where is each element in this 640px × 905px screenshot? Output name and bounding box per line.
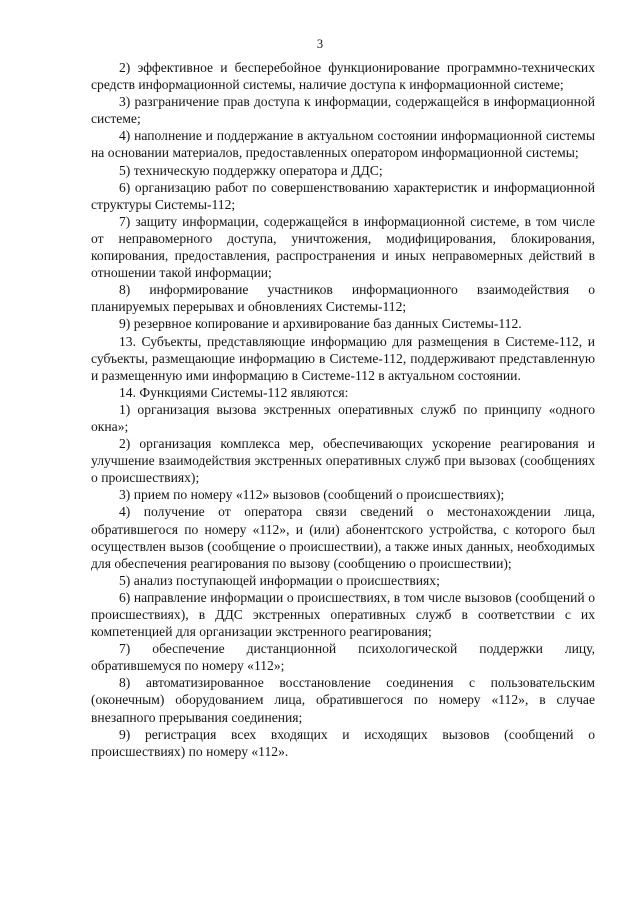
paragraph: 2) эффективное и бесперебойное функционирование программно-технических средств информационной системы, наличие доступа к информационной системе; xyxy=(91,60,595,93)
paragraph: 7) обеспечение дистанционной психологической поддержки лицу, обратившемуся по номеру «112»; xyxy=(91,641,595,674)
paragraph: 14. Функциями Системы-112 являются: xyxy=(119,384,349,400)
paragraph: 7) защиту информации, содержащейся в информационной системе, в том числе от неправомерного доступа, уничтожения, модифицирования, блокирования, копирования, предоставления, распространения и иных неправомерных действий в отношении такой информации; xyxy=(91,213,595,281)
paragraph: 13. Субъекты, представляющие информацию для размещения в Системе-112, и субъекты, размещающие информацию в Системе-112, поддерживают представленную и размещенную ими информацию в Системе-112 в актуальном состоянии. xyxy=(91,333,595,383)
paragraph: 3) разграничение прав доступа к информации, содержащейся в информационной системе; xyxy=(91,94,595,127)
paragraph: 3) прием по номеру «112» вызовов (сообщений о происшествиях); xyxy=(119,487,505,503)
paragraph: 4) наполнение и поддержание в актуальном состоянии информационной системы на основании материалов, предоставленных оператором информационной системы; xyxy=(91,128,595,161)
paragraph: 5) анализ поступающей информации о происшествиях; xyxy=(119,572,440,588)
paragraph: 9) резервное копирование и архивирование баз данных Системы-112. xyxy=(119,316,522,332)
paragraph: 2) организация комплекса мер, обеспечивающих ускорение реагирования и улучшение взаимодействия экстренных оперативных служб при вызовах (сообщениях о происшествиях); xyxy=(91,436,595,486)
paragraph: 6) направление информации о происшествиях, в том числе вызовов (сообщений о происшествиях), в ДДС экстренных оперативных служб в соответствии с их компетенцией для организации экстренного реагирования; xyxy=(91,589,595,640)
paragraph: 6) организацию работ по совершенствованию характеристик и информационной структуры Системы-112; xyxy=(91,179,595,212)
paragraph: 1) организация вызова экстренных оперативных служб по принципу «одного окна»; xyxy=(91,401,595,434)
document-body xyxy=(91,59,595,760)
paragraph: 5) техническую поддержку оператора и ДДС; xyxy=(119,162,383,178)
page-number: 3 xyxy=(316,37,324,51)
paragraph: 9) регистрация всех входящих и исходящих вызовов (сообщений о происшествиях) по номеру «112». xyxy=(91,726,595,759)
paragraph: 8) автоматизированное восстановление соединения с пользовательским (оконечным) оборудованием лица, обратившегося по номеру «112», в случае внезапного прерывания соединения; xyxy=(91,675,595,725)
paragraph: 8) информирование участников информационного взаимодействия о планируемых перерывах и обновлениях Системы-112; xyxy=(91,282,595,315)
paragraph: 4) получение от оператора связи сведений о местонахождении лица, обратившегося по номеру «112», и (или) абонентского устройства, с которого был осуществлен вызов (сообщение о происшествии), а также иных данных, необходимых для обеспечения реагирования по вызову (сообщению о происшествии); xyxy=(91,504,595,571)
